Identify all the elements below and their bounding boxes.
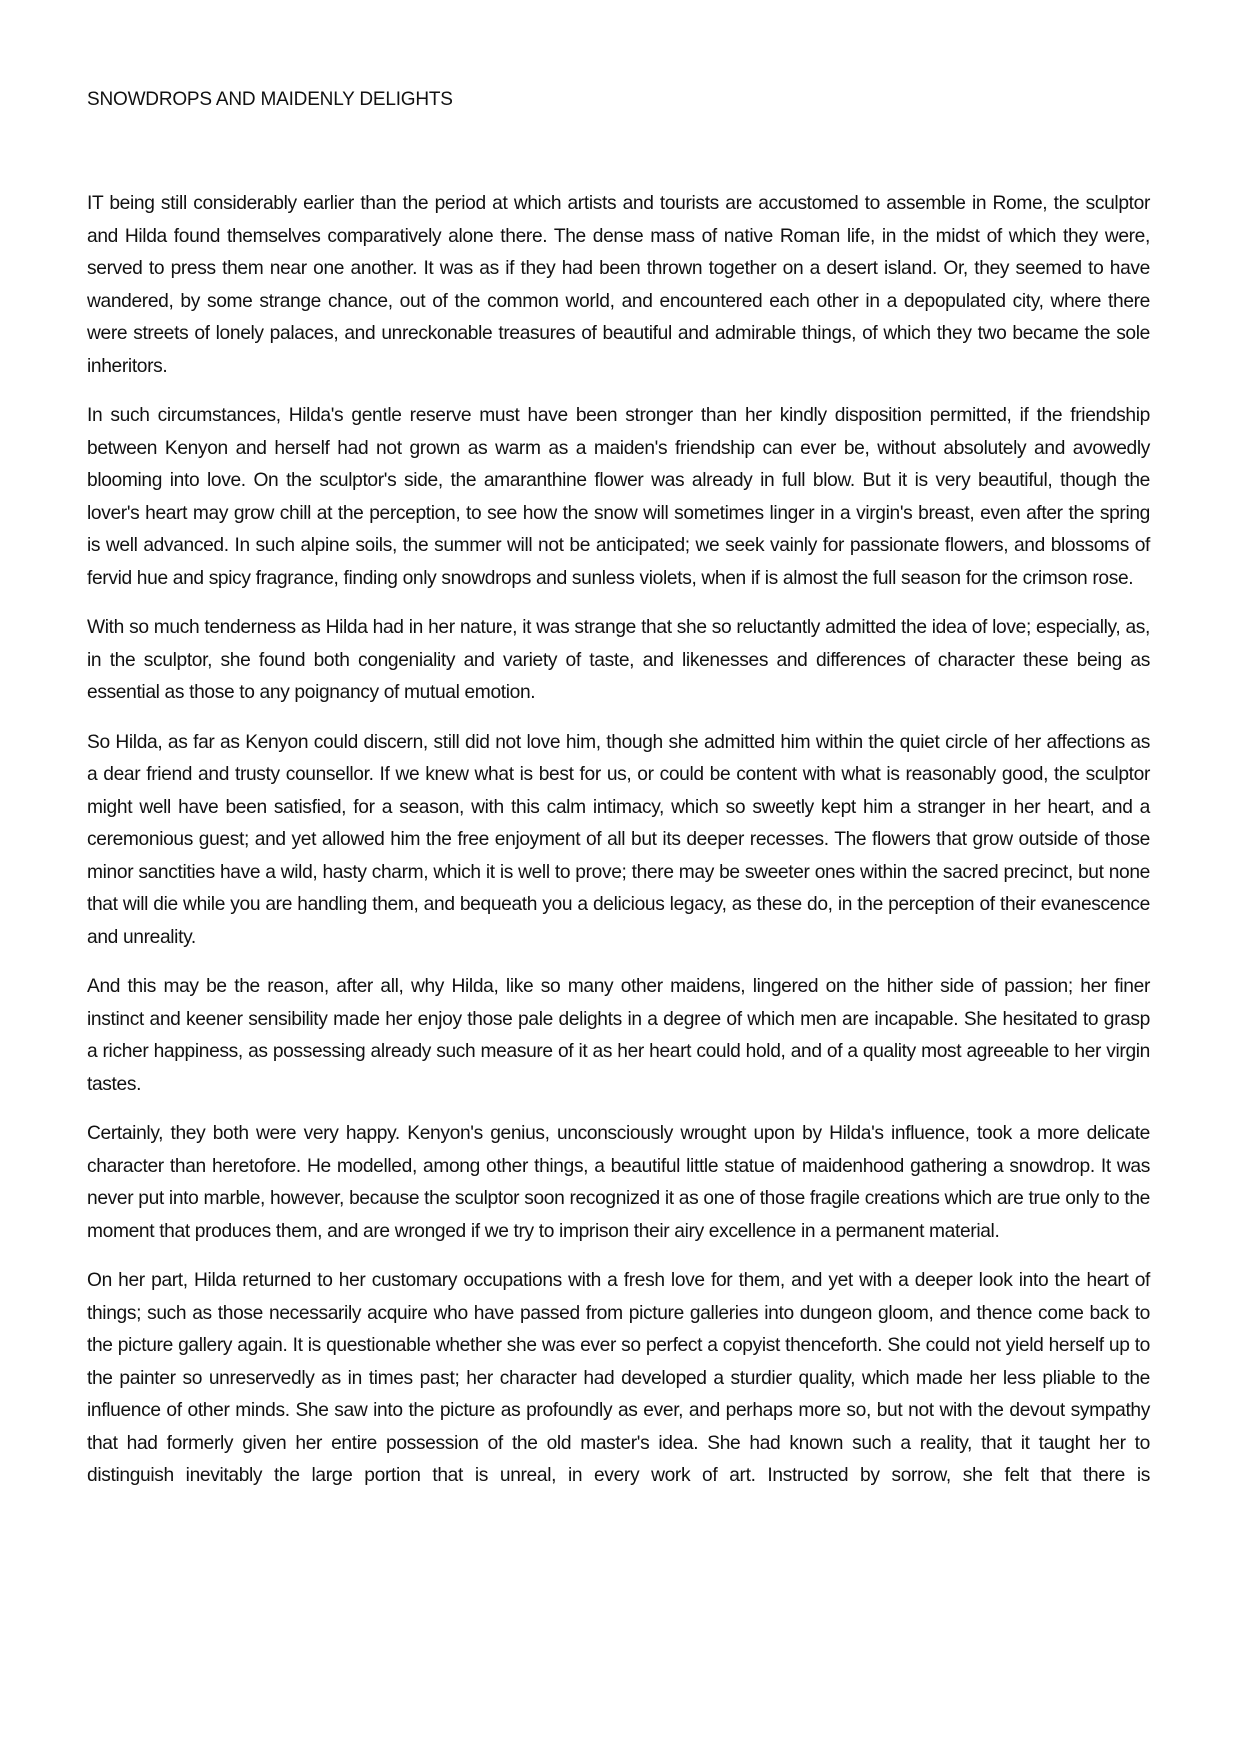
- paragraph-1: IT being still considerably earlier than the period at which artists and tourists are accustomed to assemble in Rome, the sculptor and Hilda found themselves comparatively alone there. The dense mass of native Roman life, in the midst of which they were, served to press them near one another. It was as if they had been thrown together on a desert island. Or, they seemed to have wandered, by some strange chance, out of the common world, and encountered each other in a depopulated city, where there were streets of lonely palaces, and unreckonable treasures of beautiful and admirable things, of which they two became the sole inheritors.: [87, 193, 1150, 377]
- chapter-title: SNOWDROPS AND MAIDENLY DELIGHTS: [87, 89, 453, 110]
- document-body: [87, 188, 1150, 1510]
- paragraph-3: With so much tenderness as Hilda had in her nature, it was strange that she so reluctantly admitted the idea of love; especially, as, in the sculptor, she found both congeniality and variety of taste, and likenesses and differences of character these being as essential as those to any poignancy of mutual emotion.: [87, 617, 1150, 703]
- paragraph-5: And this may be the reason, after all, why Hilda, like so many other maidens, lingered on the hither side of passion; her finer instinct and keener sensibility made her enjoy those pale delights in a degree of which men are incapable. She hesitated to grasp a richer happiness, as possessing already such measure of it as her heart could hold, and of a quality most agreeable to her virgin tastes.: [87, 976, 1150, 1095]
- paragraph-7: On her part, Hilda returned to her customary occupations with a fresh love for them, and yet with a deeper look into the heart of things; such as those necessarily acquire who have passed from picture galleries into dungeon gloom, and thence come back to the picture gallery again. It is questionable whether she was ever so perfect a copyist thenceforth. She could not yield herself up to the painter so unreservedly as in times past; her character had developed a sturdier quality, which made her less pliable to the influence of other minds. She saw into the picture as profoundly as ever, and perhaps more so, but not with the devout sympathy that had formerly given her entire possession of the old master's idea. She had known such a reality, that it taught her to distinguish inevitably the large portion that is unreal, in every work of art. Instructed by sorrow, she felt that there is: [87, 1270, 1150, 1486]
- paragraph-6: Certainly, they both were very happy. Kenyon's genius, unconsciously wrought upon by Hilda's influence, took a more delicate character than heretofore. He modelled, among other things, a beautiful little statue of maidenhood gathering a snowdrop. It was never put into marble, however, because the sculptor soon recognized it as one of those fragile creations which are true only to the moment that produces them, and are wronged if we try to imprison their airy excellence in a permanent material.: [87, 1123, 1150, 1242]
- paragraph-4: So Hilda, as far as Kenyon could discern, still did not love him, though she admitted him within the quiet circle of her affections as a dear friend and trusty counsellor. If we knew what is best for us, or could be content with what is reasonably good, the sculptor might well have been satisfied, for a season, with this calm intimacy, which so sweetly kept him a stranger in her heart, and a ceremonious guest; and yet allowed him the free enjoyment of all but its deeper recesses. The flowers that grow outside of those minor sanctities have a wild, hasty charm, which it is well to prove; there may be sweeter ones within the sacred precinct, but none that will die while you are handling them, and bequeath you a delicious legacy, as these do, in the perception of their evanescence and unreality.: [87, 731, 1150, 948]
- paragraph-2: In such circumstances, Hilda's gentle reserve must have been stronger than her kindly disposition permitted, if the friendship between Kenyon and herself had not grown as warm as a maiden's friendship can ever be, without absolutely and avowedly blooming into love. On the sculptor's side, the amaranthine flower was already in full blow. But it is very beautiful, though the lover's heart may grow chill at the perception, to see how the snow will sometimes linger in a virgin's breast, even after the spring is well advanced. In such alpine soils, the summer will not be anticipated; we seek vainly for passionate flowers, and blossoms of fervid hue and spicy fragrance, finding only snowdrops and sunless violets, when if is almost the full season for the crimson rose.: [87, 405, 1150, 589]
